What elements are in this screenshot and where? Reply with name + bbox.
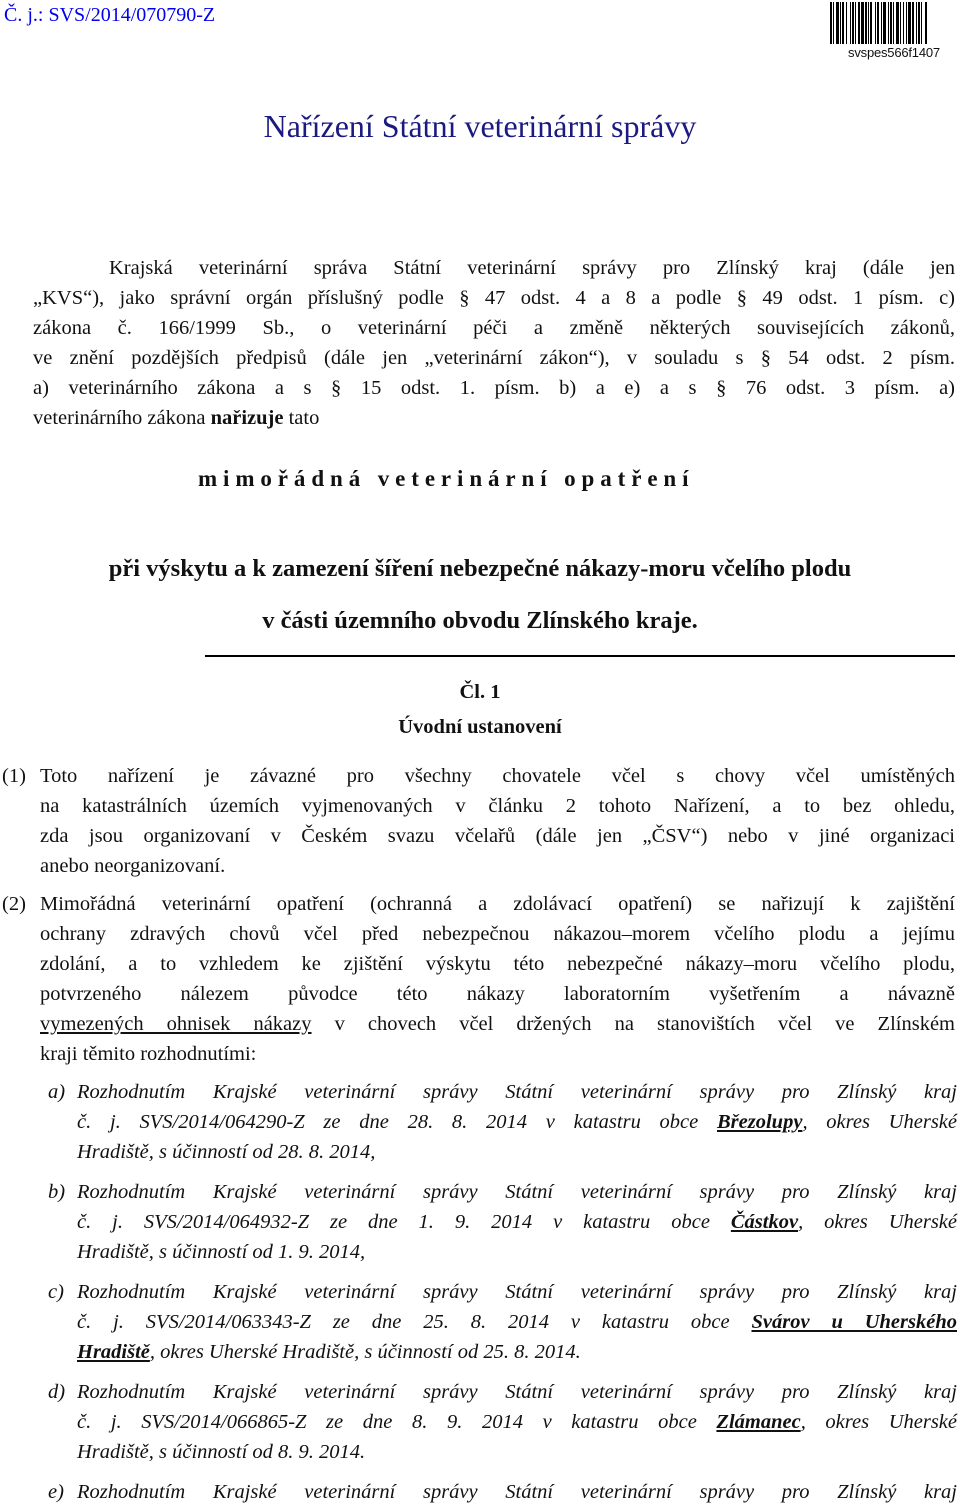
item-line: Rozhodnutím Krajské veterinární správy Státní veterinární správy pro Zlínský kraj: [77, 1181, 957, 1203]
paragraph-2: [40, 889, 955, 1069]
barcode-bars: [830, 2, 958, 44]
item-line: Rozhodnutím Krajské veterinární správy Státní veterinární správy pro Zlínský kraj: [77, 1281, 957, 1303]
subtitle-line-1: při výskytu a k zamezení šíření nebezpečné nákazy-moru včelího plodu: [108, 555, 852, 582]
article-title: Úvodní ustanovení: [398, 716, 562, 738]
item-line: [77, 1307, 957, 1337]
barcode: [830, 2, 958, 62]
item-letter: d): [48, 1381, 66, 1403]
item-text: , okres Uherské: [802, 1111, 957, 1133]
item-line: Hradiště, s účinností od 1. 9. 2014,: [77, 1241, 366, 1263]
measures-heading: mimořádná veterinární opatření: [198, 466, 695, 491]
item-text: , okres Uherské: [798, 1211, 957, 1233]
paragraph-line: zda jsou organizovaní v Českém svazu včelařů (dále jen „ČSV“) nebo v jiné organizaci: [40, 825, 955, 847]
intro-line: a) veterinárního zákona a s § 15 odst. 1. písm. b) a e) a s § 76 odst. 3 písm. a): [33, 377, 955, 399]
paragraph-line: Toto nařízení je závazné pro všechny chovatele včel s chovy včel umístěných: [40, 765, 955, 787]
item-text: , okres Uherské Hradiště, s účinností od 25. 8. 2014.: [149, 1341, 581, 1363]
paragraph-line: ochrany zdravých chovů včel před nebezpečnou nákazou–morem včelího plodu a jejímu: [40, 923, 955, 945]
item-line: Rozhodnutím Krajské veterinární správy Státní veterinární správy pro Zlínský kraj: [77, 1381, 957, 1403]
paragraph-text: v chovech včel držených na stanovištích včel ve Zlínském: [311, 1013, 955, 1035]
item-text: č. j. SVS/2014/064932-Z ze dne 1. 9. 2014 v katastru obce: [77, 1211, 731, 1233]
page-title: Nařízení Státní veterinární správy: [263, 108, 697, 144]
list-item: [77, 1077, 957, 1167]
item-line: Hradiště, s účinností od 28. 8. 2014,: [77, 1141, 376, 1163]
item-line: [77, 1337, 957, 1367]
list-item: [77, 1377, 957, 1467]
intro-text: veterinárního zákona: [33, 407, 211, 429]
paragraph-line: na katastrálních územích vyjmenovaných v článku 2 tohoto Nařízení, a to bez ohledu,: [40, 795, 955, 817]
item-text: , okres Uherské: [800, 1411, 957, 1433]
municipality-name: Svárov u Uherského: [751, 1311, 957, 1333]
item-letter: e): [48, 1481, 64, 1503]
intro-keyword: nařizuje: [210, 407, 284, 429]
paragraph-line: anebo neorganizovaní.: [40, 855, 226, 877]
intro-text: tato: [283, 407, 320, 429]
paragraph-line: Mimořádná veterinární opatření (ochranná a zdolávací opatření) se nařizují k zajištění: [40, 893, 955, 915]
item-letter: c): [48, 1281, 64, 1303]
paragraph-line: kraji těmito rozhodnutími:: [40, 1043, 257, 1065]
article-number: Čl. 1: [459, 681, 501, 703]
municipality-name: Částkov: [730, 1211, 799, 1233]
paragraph-line: zdolání, a to vzhledem ke zjištění výskytu této nebezpečné nákazy–moru včelího plodu,: [40, 953, 955, 975]
item-line: Rozhodnutím Krajské veterinární správy Státní veterinární správy pro Zlínský kraj: [77, 1481, 957, 1503]
intro-line: [33, 403, 955, 433]
item-line: Rozhodnutím Krajské veterinární správy Státní veterinární správy pro Zlínský kraj: [77, 1081, 957, 1103]
item-line: Hradiště, s účinností od 8. 9. 2014.: [77, 1441, 366, 1463]
paragraph-number: (2): [2, 893, 26, 915]
intro-paragraph: [33, 253, 955, 433]
subtitle-line-2: v části územního obvodu Zlínského kraje.: [262, 607, 698, 634]
item-letter: a): [48, 1081, 66, 1103]
list-item: [77, 1477, 957, 1507]
barcode-text: svspes566f1407: [848, 45, 940, 60]
item-text: č. j. SVS/2014/064290-Z ze dne 28. 8. 2014 v katastru obce: [77, 1111, 717, 1133]
intro-line: Krajská veterinární správa Státní veterinární správy pro Zlínský kraj (dále jen: [109, 257, 955, 279]
item-line: [77, 1107, 957, 1137]
item-line: [77, 1407, 957, 1437]
municipality-name: Zlámanec: [716, 1411, 801, 1433]
underlined-text: vymezených ohnisek nákazy: [40, 1013, 312, 1035]
item-text: č. j. SVS/2014/066865-Z ze dne 8. 9. 2014 v katastru obce: [77, 1411, 717, 1433]
paragraph-1: [40, 761, 955, 881]
paragraph-line: [40, 1009, 955, 1039]
barcode-bar: [927, 2, 928, 44]
intro-line: ve znění pozdějších předpisů (dále jen „veterinární zákon“), v souladu s § 54 odst. 2 písm.: [33, 347, 955, 369]
document-reference: Č. j.: SVS/2014/070790-Z: [4, 4, 216, 26]
municipality-name: Hradiště: [77, 1341, 150, 1363]
list-item: [77, 1177, 957, 1267]
paragraph-line: potvrzeného nálezem původce této nákazy laboratorním vyšetřením a návazně: [40, 983, 955, 1005]
item-text: č. j. SVS/2014/063343-Z ze dne 25. 8. 2014 v katastru obce: [77, 1311, 752, 1333]
item-letter: b): [48, 1181, 66, 1203]
divider: [205, 655, 955, 657]
list-item: [77, 1277, 957, 1367]
intro-line: „KVS“), jako správní orgán příslušný podle § 47 odst. 4 a 8 a podle § 49 odst. 1 písm. c): [33, 287, 955, 309]
municipality-name: Březolupy: [717, 1111, 803, 1133]
item-line: [77, 1207, 957, 1237]
paragraph-number: (1): [2, 765, 26, 787]
intro-line: zákona č. 166/1999 Sb., o veterinární péči a změně některých souvisejících zákonů,: [33, 317, 955, 339]
